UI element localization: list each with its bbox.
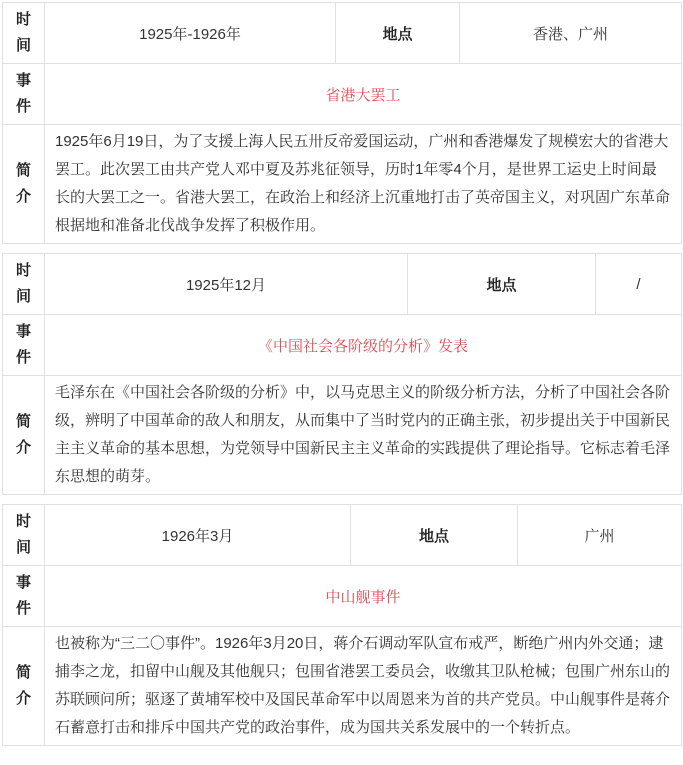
intro-label: 简介: [3, 376, 45, 495]
time-value: 1925年-1926年: [45, 3, 336, 64]
event-record-table-1: [2, 2, 682, 244]
event-row: [3, 315, 682, 376]
location-label: 地点: [336, 3, 460, 64]
event-row: [3, 566, 682, 627]
time-row: [3, 505, 682, 566]
time-label: 时间: [3, 3, 45, 64]
time-row: [3, 3, 682, 64]
event-record-table-3: [2, 504, 682, 746]
intro-text: 1925年6月19日，为了支援上海人民五卅反帝爱国运动，广州和香港爆发了规模宏大的省港大罢工。此次罢工由共产党人邓中夏及苏兆征领导，历时1年零4个月，是世界工运史上时间最长的大罢工之一。省港大罢工，在政治上和经济上沉重地打击了英帝国主义，对巩固广东革命根据地和准备北伐战争发挥了积极作用。: [45, 125, 682, 244]
location-label: 地点: [408, 254, 596, 315]
location-value: /: [596, 254, 682, 315]
location-value: 香港、广州: [460, 3, 682, 64]
location-value: 广州: [518, 505, 682, 566]
time-row: [3, 254, 682, 315]
event-title: 《中国社会各阶级的分析》发表: [45, 315, 682, 376]
time-label: 时间: [3, 505, 45, 566]
event-title: 省港大罢工: [45, 64, 682, 125]
event-label: 事件: [3, 566, 45, 627]
event-label: 事件: [3, 64, 45, 125]
intro-row: [3, 627, 682, 746]
intro-label: 简介: [3, 627, 45, 746]
intro-label: 简介: [3, 125, 45, 244]
event-title: 中山舰事件: [45, 566, 682, 627]
event-record-table-2: [2, 253, 682, 495]
intro-text: 毛泽东在《中国社会各阶级的分析》中，以马克思主义的阶级分析方法，分析了中国社会各阶级，辨明了中国革命的敌人和朋友，从而集中了当时党内的正确主张，初步提出关于中国新民主主义革命的基本思想，为党领导中国新民主主义革命的实践提供了理论指导。它标志着毛泽东思想的萌芽。: [45, 376, 682, 495]
time-label: 时间: [3, 254, 45, 315]
location-label: 地点: [351, 505, 518, 566]
event-label: 事件: [3, 315, 45, 376]
time-value: 1926年3月: [45, 505, 351, 566]
event-row: [3, 64, 682, 125]
intro-row: [3, 125, 682, 244]
intro-text: 也被称为“三二〇事件”。1926年3月20日，蒋介石调动军队宣布戒严，断绝广州内外交通；逮捕李之龙，扣留中山舰及其他舰只；包围省港罢工委员会，收缴其卫队枪械；包围广州东山的苏联顾问所；驱逐了黄埔军校中及国民革命军中以周恩来为首的共产党员。中山舰事件是蒋介石蓄意打击和排斥中国共产党的政治事件，成为国共关系发展中的一个转折点。: [45, 627, 682, 746]
intro-row: [3, 376, 682, 495]
time-value: 1925年12月: [45, 254, 408, 315]
